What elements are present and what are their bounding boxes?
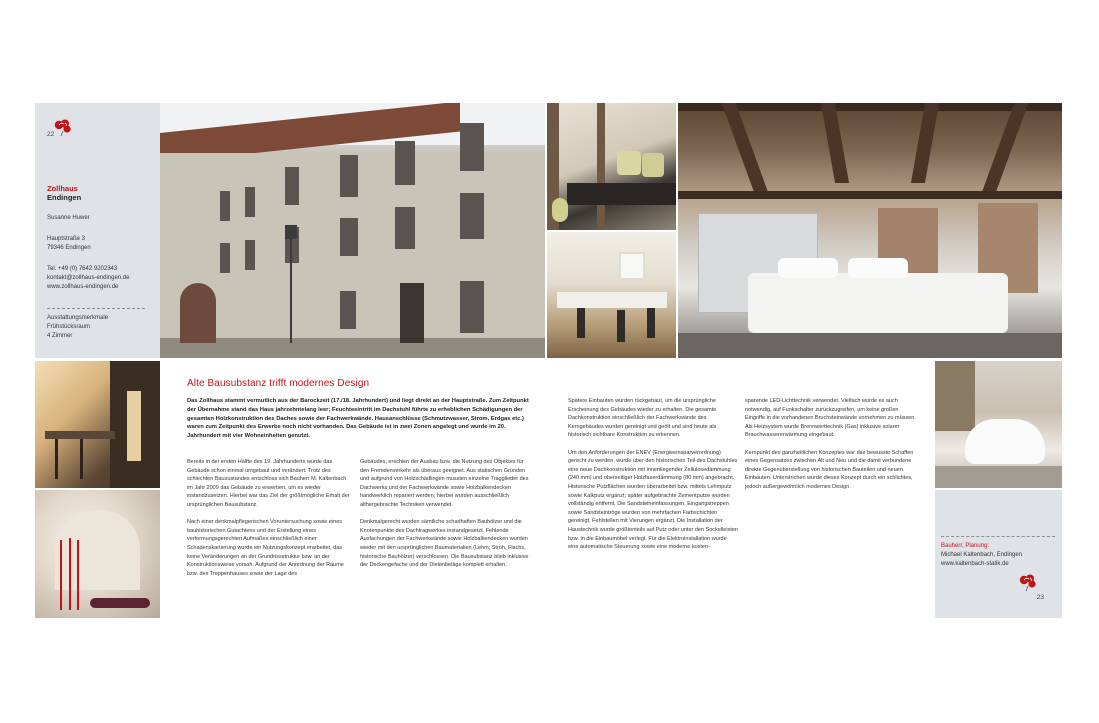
paragraph: Gebäudes, erschien der Ausbau bzw. die Nutzung des Objektes für den Fremdenverkehr als überaus geeignet. Aus statischen Gründen und aufgrund von Holzschädlingen mussten einzelne Tragglieder des Dachwerks und der Fachwerkwände sowie Holzbalkendecken handwerklich repariert werden; hierbei wurden ausschließlich althergebrachte Techniken verwendet. [360,459,529,508]
page-number-right: 23 [1036,594,1044,601]
features-title: Ausstattungsmerkmale [47,315,109,321]
credit-label: Bauherr, Planung: [941,543,990,549]
paragraph: Historische Putzflächen wurden überarbeitet bzw. mittels Lehmputz sowie Kalkputz ergänzt; später aufgebrachte Zementputze wurden vollständig entfernt. Die Sandsteineinfassungen, Eingangstreppen sowie Sandsteintröge wurden von mehrfachen Farbschichten gereinigt, Fehlstellen mit Vierungen ergänzt. Die Installation der Haustechnik wurde größtenteils auf Putz oder unter den Sockelleisten bzw. in die Einbaumöbel verlegt. Für die Elektroinstallation wurde eine automatische Steuerung sowie eine moderne kosten- [568,483,738,551]
candles-photo [35,490,160,618]
building-facade-photo [160,103,545,358]
paragraph: Nach einer denkmalpflegerischen Voruntersuchung sowie eines bauhistorischen Gutachtens und der Erstellung eines verformungsgerechten Aufmaßes einschließlich einer Schadenskartierung wurde ein Nutzungskonzept erarbeitet, das keine Veränderungen an der Grundrissstruktur bzw. an der Konstruktionsweise vorsah. Aufgrund der Anordnung der Räume bzw. des Treppenhauses sowie der Lage des [187,519,344,577]
credit-name: Michael Kaltenbach, Endingen [941,552,1023,558]
divider [941,536,1055,537]
divider [47,308,145,309]
street: Hauptstraße 3 [47,236,86,242]
rose-logo-icon [53,119,73,137]
dining-room-photo [547,232,676,358]
venue-name: Zollhaus [47,184,78,193]
paragraph: Denkmalgerecht wurden sämtliche schadhaften Bauhölzer und die Knotenpunkte des Dachtragwerkes instandgesetzt. Fehlende Ausfachungen der Fachwerkwände sowie Holzbalkendecken wurden wieder mit den ursprünglichen Baumaterialien (Lehm, Stroh, Flachs, historische Bauhölzer) verschlossen. Die Bausubstanz blieb inklusive der Deckengefache und der Dielenbeläge komplett erhalten. [360,519,529,569]
article-headline: Alte Bausubstanz trifft modernes Design [187,378,370,389]
paragraph: Spätere Einbauten wurden rückgebaut, um die ursprüngliche Erscheinung des Gebäudes wieder zu erhalten. Die gesamte Dachkonstruktion einschließlich der Fachwerkwände des Kerngebäudes wurden gereinigt und geölt und sind heute als historisch sichtbare Konstruktion zu erkennen. [568,398,717,439]
cafe-photo [35,361,160,488]
bedroom-photo [678,103,1062,358]
paragraph: Bereits in der ersten Hälfte des 19. Jahrhunderts wurde das Gebäude schon einmal umgebaut und verändert. Trotz des schlechten Bauzustandes entschloss sich Bauherr M. Kaltenbach im Jahr 2009 das Gebäude zu erwerben, um es wieder instandzusetzen. Hierbei war das Ziel der größtmögliche Erhalt der ursprünglichen Bausubstanz. [187,459,350,508]
paragraph: sparende LED-Lichttechnik verwendet. Vielfach wurde es auch notwendig, auf Funkschalter zurückzugreifen, um keine großen Eingriffe in die vorhandenen Bruchsteinwände vornehmen zu müssen. Als Heizsystem wurde Brennwerttechnik (Gas) inklusive solarer Brauchwassererwärmung eingebaut. [745,398,916,439]
info-sidebar-left [35,103,160,358]
credit-website-link[interactable]: www.kaltenbach-statik.de [941,561,1009,567]
bathtub-photo [935,361,1062,488]
text-column-1 [187,458,352,587]
zip-city: 79346 Endingen [47,245,91,251]
contact-person: Susanne Huwer [47,215,90,221]
website-link[interactable]: www.zollhaus-endingen.de [47,284,119,290]
phone: Tel. +49 (0) 7642 9202343 [47,266,118,272]
venue-city: Endingen [47,193,82,202]
text-column-3 [568,397,738,560]
feature-item: 4 Zimmer [47,333,73,339]
text-column-4 [745,397,917,500]
lounge-photo [547,103,676,230]
feature-item: Frühstücksraum [47,324,91,330]
article-lead: Das Zollhaus stammt vermutlich aus der Barockzeit (17./18. Jahrhundert) und liegt direkt an der Hauptstraße. Zum Zeitpunkt der Übernahme stand das Haus jahrzehntelang leer; Feuchteeintritt im Dachstuhl führte zu erheblichen Schädigungen der gesamten Holzkonstruktion des Daches sowie der Fachwerkwände. Hausanschlüsse (Schmutzwasser, Strom, Erdgas etc.) waren zum Zeitpunkt des Erwerbs noch nicht vorhanden. Das Gebäude ist in zwei Zonen angelegt und wurde im 20. Jahrhundert mit vier Wohneinheiten genutzt. [187,398,529,440]
paragraph: Um den Anforderungen der ENEV (Energieeinsparverordnung) gerecht zu werden, wurde über den historischen Teil des Dachstuhles eine neue Dachkonstruktion mit innenliegender Zellulosedämmung (240 mm) und oberseitiger Holzfaserdämmung (80 mm) angebracht. [568,449,738,482]
email-link[interactable]: kontakt@zollhaus-endingen.de [47,275,130,281]
magazine-spread [35,103,1062,618]
text-column-2 [360,458,532,578]
rose-logo-icon [1018,574,1038,592]
paragraph: Kernpunkt des ganzheitlichen Konzeptes war das bewusste Schaffen eines Gegensatzes zwischen Alt und Neu und die damit verbundene direkte Gegenüberstellung von historischen Bauteilen und neuen Einbauten. Unterstrichen wurde dieses Konzept durch ein schlichtes, jedoch außergewöhnlich modernes Design. [745,449,914,490]
page-number-left: 22 [47,131,55,138]
info-sidebar-right [935,490,1062,618]
